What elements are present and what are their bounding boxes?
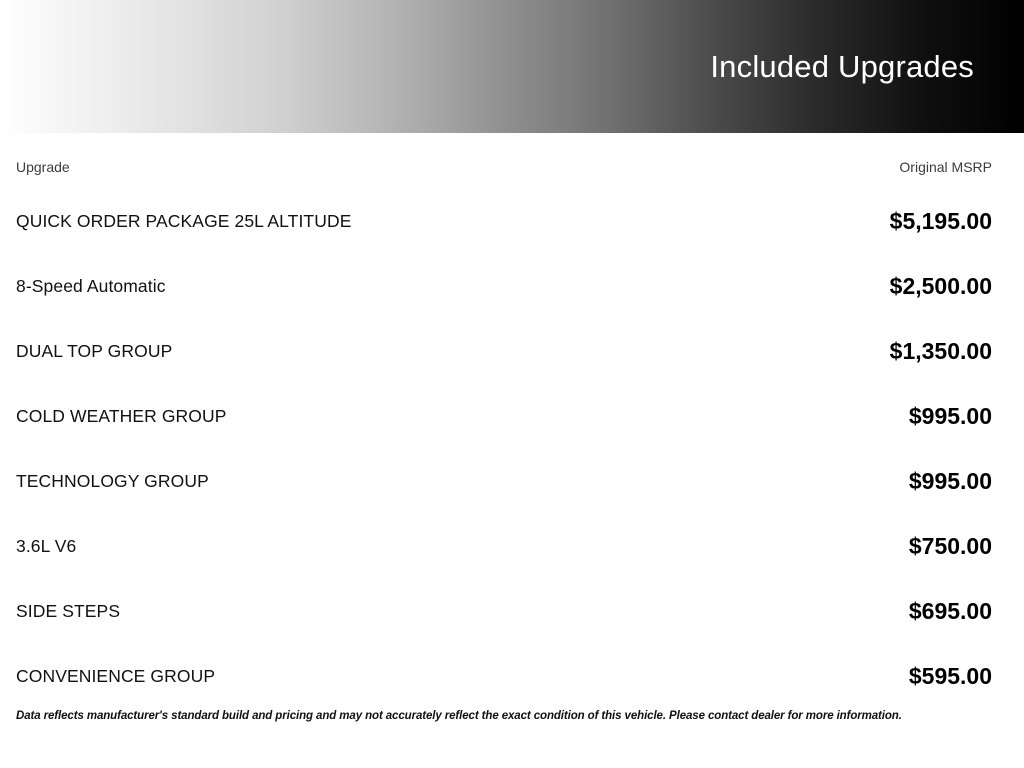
table-row: [16, 514, 992, 579]
disclaimer-text: Data reflects manufacturer's standard build and pricing and may not accurately reflect the exact condition of this vehicle. Please contact dealer for more information.: [16, 710, 902, 722]
page-header-banner: [0, 0, 1024, 133]
table-header-row: [16, 133, 992, 179]
table-row: [16, 644, 992, 709]
table-row: [16, 384, 992, 449]
table-row: [16, 319, 992, 384]
upgrade-price: $2,500.00: [889, 273, 992, 299]
upgrade-name: DUAL TOP GROUP: [16, 341, 173, 361]
table-row: [16, 254, 992, 319]
upgrades-table: [0, 133, 1024, 709]
upgrade-name: 8-Speed Automatic: [16, 276, 166, 296]
upgrade-price: $1,350.00: [889, 338, 992, 364]
table-row: [16, 579, 992, 644]
upgrade-name: QUICK ORDER PACKAGE 25L ALTITUDE: [16, 211, 352, 231]
upgrade-price: $995.00: [908, 468, 992, 494]
upgrade-price: $750.00: [908, 533, 992, 559]
column-header-original-msrp: Original MSRP: [899, 159, 992, 175]
upgrade-price: $995.00: [908, 403, 992, 429]
upgrade-price: $695.00: [908, 598, 992, 624]
column-header-upgrade: Upgrade: [16, 159, 70, 175]
upgrade-name: COLD WEATHER GROUP: [16, 406, 227, 426]
upgrade-name: SIDE STEPS: [16, 601, 121, 621]
upgrade-name: TECHNOLOGY GROUP: [16, 471, 209, 491]
upgrade-name: CONVENIENCE GROUP: [16, 666, 216, 686]
page-title: Included Upgrades: [710, 49, 974, 84]
upgrades-list: [16, 189, 992, 709]
upgrade-price: $595.00: [908, 663, 992, 689]
upgrade-name: 3.6L V6: [16, 536, 77, 556]
upgrade-price: $5,195.00: [889, 208, 992, 234]
table-row: [16, 189, 992, 254]
table-row: [16, 449, 992, 514]
